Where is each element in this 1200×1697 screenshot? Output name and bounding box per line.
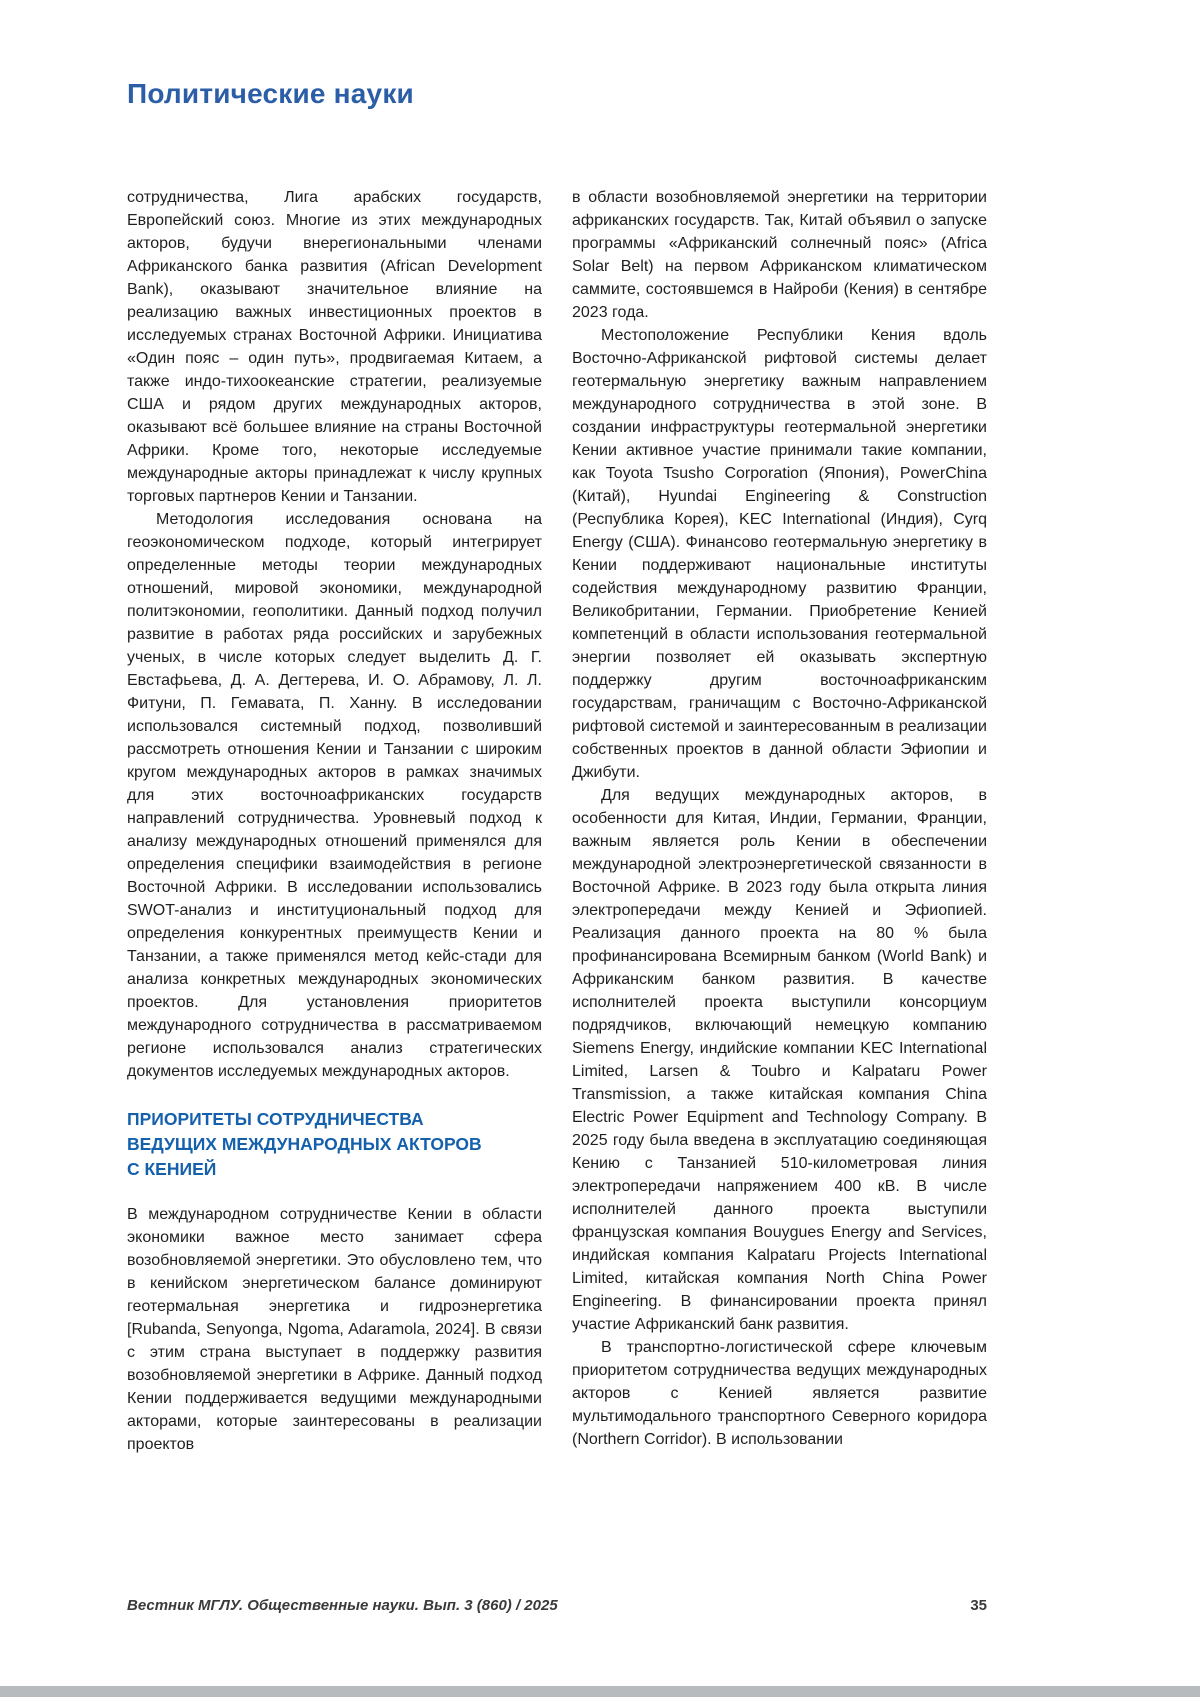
page-number: 35	[970, 1597, 987, 1614]
journal-citation: Вестник МГЛУ. Общественные науки. Вып. 3 (860) / 2025	[127, 1597, 558, 1614]
paragraph: в области возобновляемой энергетики на территории африканских государств. Так, Китай объявил о запуске программы «Африканский солнечный пояс» (Africa Solar Belt) на первом Африканском климатическом саммите, состоявшемся в Найроби (Кения) в сентябре 2023 года.	[572, 189, 987, 321]
left-column	[127, 186, 542, 1456]
two-column-text	[127, 186, 987, 1456]
right-column	[572, 186, 987, 1456]
paragraph: Методология исследования основана на геоэкономическом подходе, который интегрирует определенные методы теории международных отношений, мировой экономики, международной политэкономии, геополитики. Данный подход получил развитие в работах ряда российских и зарубежных ученых, в числе которых следует выделить Д. Г. Евстафьева, Д. А. Дегтерева, И. О. Абрамову, Л. Л. Фитуни, П. Гемавата, П. Ханну. В исследовании использовался системный подход, позволивший рассмотреть отношения Кении и Танзании с широким кругом международных акторов в рамках значимых для этих восточноафриканских государств направлений сотрудничества. Уровневый подход к анализу международных отношений применялся для определения специфики взаимодействия в регионе Восточной Африки. В исследовании использовались SWOT-анализ и институциональный подход для определения конкурентных преимуществ Кении и Танзании, а также применялся метод кейс-стади для анализа конкретных международных экономических проектов. Для установления приоритетов международного сотрудничества в рассматриваемом регионе использовался анализ стратегических документов исследуемых международных акторов.	[127, 511, 542, 1080]
section-heading-line: ПРИОРИТЕТЫ СОТРУДНИЧЕСТВА	[127, 1109, 424, 1129]
section-heading	[127, 1107, 542, 1182]
page-bottom-edge	[0, 1686, 1200, 1697]
paragraph: В транспортно-логистической сфере ключевым приоритетом сотрудничества ведущих международных акторов с Кенией является развитие мультимодального транспортного Северного коридора (Northern Corridor). В использовании	[572, 1339, 987, 1448]
page-title: Политические науки	[127, 78, 414, 109]
page-footer	[127, 1597, 987, 1614]
paragraph: сотрудничества, Лига арабских государств, Европейский союз. Многие из этих международных акторов, будучи внерегиональными членами Африканского банка развития (African Development Bank), оказывают значительное влияние на реализацию важных инвестиционных проектов в исследуемых странах Восточной Африки. Инициатива «Один пояс – один путь», продвигаемая Китаем, а также индо-тихоокеанские стратегии, реализуемые США и рядом других международных акторов, оказывают всё большее влияние на страны Восточной Африки. Кроме того, некоторые исследуемые международные акторы принадлежат к числу крупных торговых партнеров Кении и Танзании.	[127, 189, 542, 505]
section-heading-line: С КЕНИЕЙ	[127, 1159, 217, 1179]
paragraph: В международном сотрудничестве Кении в области экономики важное место занимает сфера возобновляемой энергетики. Это обусловлено тем, что в кенийском энергетическом балансе доминируют геотермальная энергетика и гидроэнергетика [Rubanda, Senyonga, Ngoma, Adaramola, 2024]. В связи с этим страна выступает в поддержку развития возобновляемой энергетики в Африке. Данный подход Кении поддерживается ведущими международными акторами, которые заинтересованы в реализации проектов	[127, 1206, 542, 1453]
paragraph: Для ведущих международных акторов, в особенности для Китая, Индии, Германии, Франции, важным является роль Кении в обеспечении международной электроэнергетической связанности в Восточной Африке. В 2023 году была открыта линия электропередачи между Кенией и Эфиопией. Реализация данного проекта на 80 % была профинансирована Всемирным банком (World Bank) и Африканским банком развития. В качестве исполнителей проекта выступили консорциум подрядчиков, включающий немецкую компанию Siemens Energy, индийские компании KEC International Limited, Larsen & Toubro и Kalpataru Power Transmission, а также китайская компания China Electric Power Equipment and Technology Company. В 2025 году была введена в эксплуатацию соединяющая Кению с Танзанией 510-километровая линия электропередачи напряжением 400 кВ. В числе исполнителей данного проекта выступили французская компания Bouygues Energy and Services, индийская компания Kalpataru Projects International Limited, китайская компания North China Power Engineering. В финансировании проекта принял участие Африканский банк развития.	[572, 787, 987, 1333]
section-heading-line: ВЕДУЩИХ МЕЖДУНАРОДНЫХ АКТОРОВ	[127, 1134, 482, 1154]
paragraph: Местоположение Республики Кения вдоль Восточно-Африканской рифтовой системы делает геотермальную энергетику важным направлением международного сотрудничества в этой зоне. В создании инфраструктуры геотермальной энергетики Кении активное участие принимали такие компании, как Toyota Tsusho Corporation (Япония), PowerChina (Китай), Hyundai Engineering & Construction (Республика Корея), KEC International (Индия), Cyrq Energy (США). Финансово геотермальную энергетику в Кении поддерживают национальные институты содействия международному развитию Франции, Великобритании, Германии. Приобретение Кенией компетенций в области использования геотермальной энергии позволяет ей оказывать экспертную поддержку другим восточноафриканским государствам, граничащим с Восточно-Африканской рифтовой системой и заинтересованным в реализации собственных проектов в данной области Эфиопии и Джибути.	[572, 327, 987, 781]
